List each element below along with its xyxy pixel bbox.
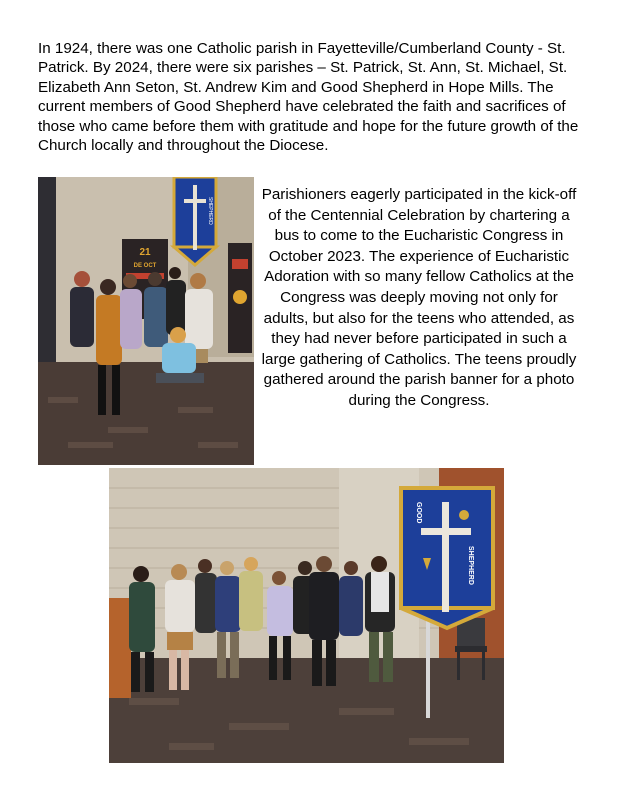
banner-shepherd-text: SHEPHERD: [467, 546, 474, 585]
sign-month: DE OCT: [133, 263, 157, 269]
parish-banner-top: [174, 177, 216, 265]
teens-with-banner-photo-top: [38, 177, 254, 465]
left-dark-wall: [38, 177, 56, 377]
banner-shepherd-text: SHEPHERD: [207, 197, 213, 225]
centennial-paragraph: Parishioners eagerly participated in the kick-off of the Centennial Celebration by chartering a bus to come to the Eucharistic Congress in October 2023. The experience of Eucharistic Adoration with so many fellow Catholics at the Congress was deeply moving not only for adults, but also for the teens who attended, as they had never before participated in such a large gathering of Catholics. The teens proudly gathered around the parish banner for a photo during the Congress.: [261, 186, 577, 409]
congress-sign-right: [228, 243, 252, 353]
sign-number: 21: [139, 247, 151, 258]
carpet-floor: [109, 658, 504, 763]
banner-good-text: GOOD: [415, 502, 422, 524]
photo-top-illustration: [38, 177, 254, 465]
intro-paragraph: In 1924, there was one Catholic parish in Fayetteville/Cumberland County - St. Patrick. By 2024, there were six parishes – St. Patrick, St. Ann, St. Michael, St. Elizabeth Ann Seton, St. Andrew Kim and Good Shepherd in Hope Mills. The current members of Good Shepherd have celebrated the faith and sacrifices of those who came before them with gratitude and hope for the future growth of the Church locally and throughout the Diocese.: [38, 40, 579, 155]
teens-with-banner-photo-bottom: [109, 468, 504, 763]
photo-bottom-illustration: [109, 468, 504, 763]
carpet-floor: [38, 362, 254, 465]
